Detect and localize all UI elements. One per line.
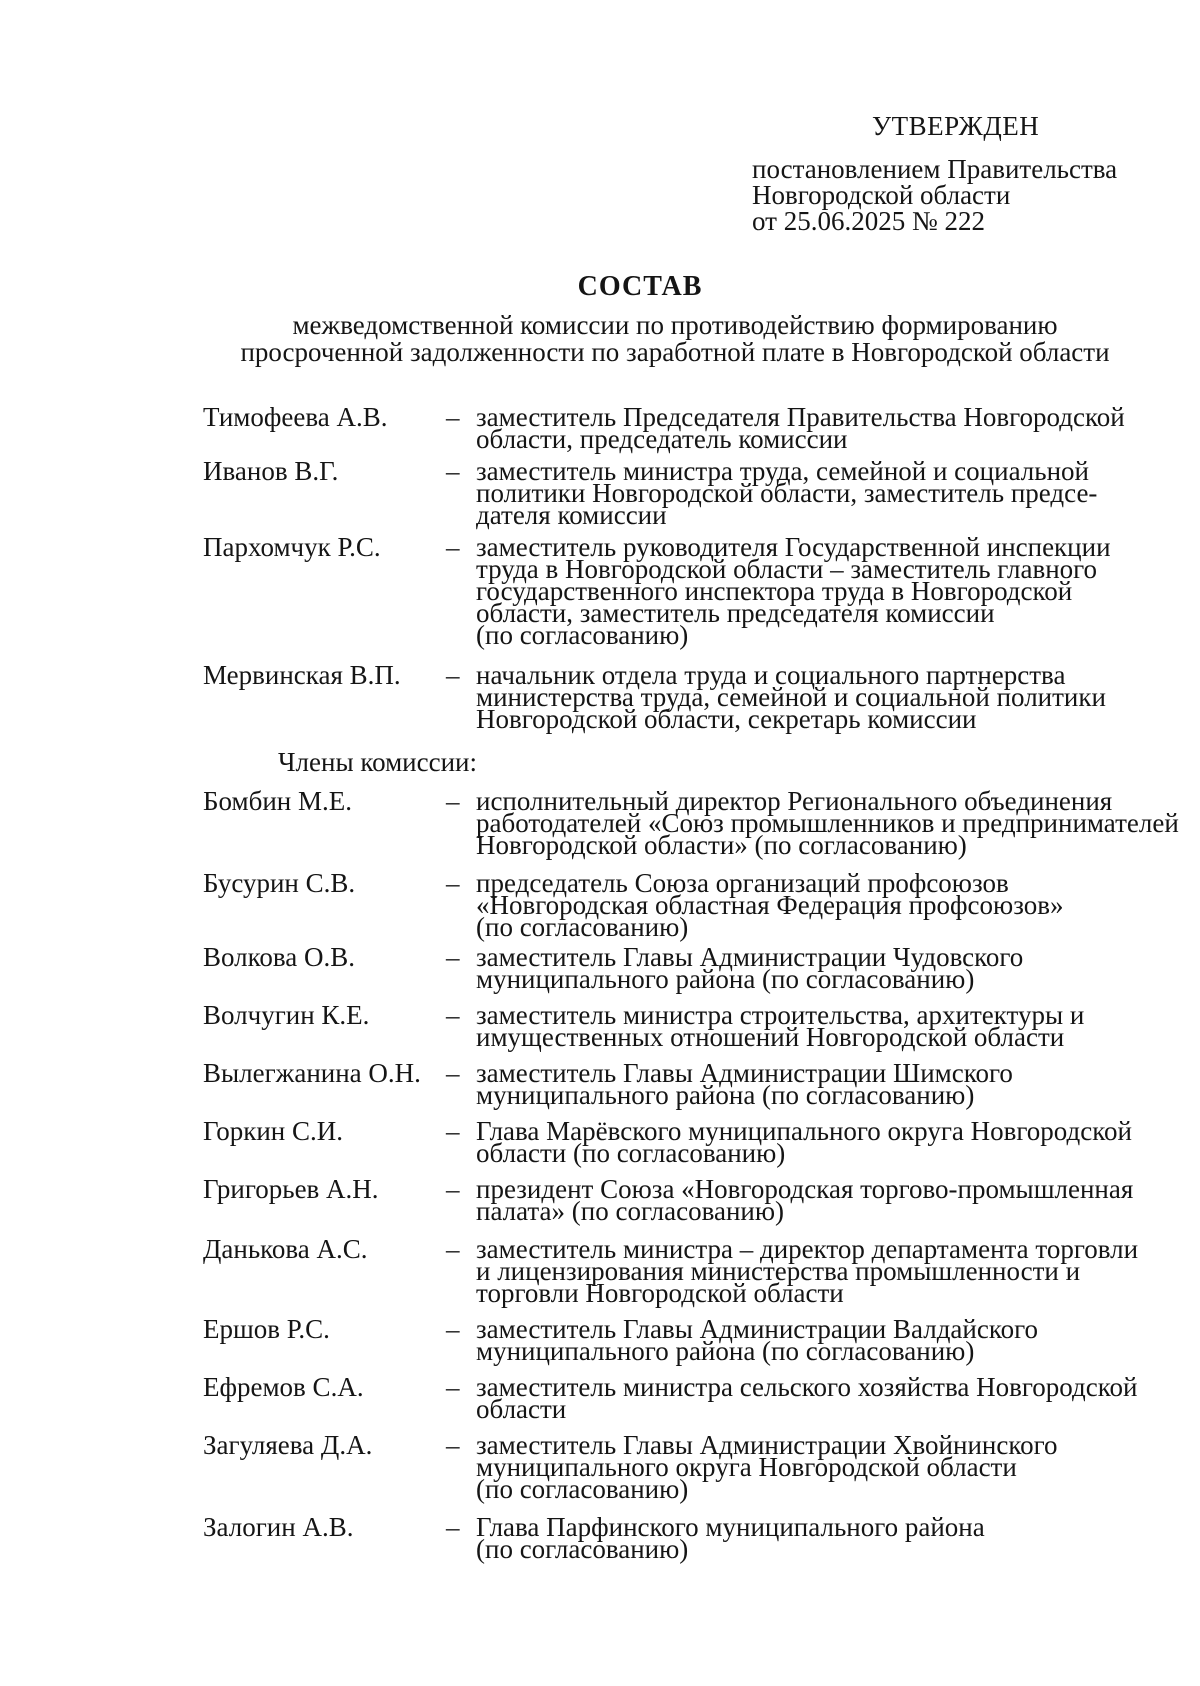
member-role-line: заместитель министра строительства, архитектуры и bbox=[476, 1000, 1085, 1030]
approval-line: постановлением Правительства bbox=[752, 154, 1118, 184]
member-role-line: (по согласованию) bbox=[476, 1474, 689, 1504]
member-name: Бомбин М.Е. bbox=[203, 786, 352, 816]
member-name: Григорьев А.Н. bbox=[203, 1174, 379, 1204]
member-role bbox=[476, 1000, 1176, 1052]
dash-separator: – bbox=[446, 660, 460, 690]
member-name: Бусурин С.В. bbox=[203, 868, 356, 898]
member-name: Ершов Р.С. bbox=[203, 1314, 330, 1344]
member-role-line: заместитель Главы Администрации Шимского bbox=[476, 1058, 1013, 1088]
member-role-line: Глава Марёвского муниципального округа Новгородской bbox=[476, 1116, 1132, 1146]
member-role-line: Новгородской области, секретарь комиссии bbox=[476, 704, 977, 734]
member-name: Данькова А.С. bbox=[203, 1234, 368, 1264]
members-heading: Члены комиссии: bbox=[278, 747, 477, 777]
member-role-line: заместитель Главы Администрации Чудовского bbox=[476, 942, 1024, 972]
dash-separator: – bbox=[446, 1372, 460, 1402]
member-role-line: заместитель Главы Администрации Хвойнинского bbox=[476, 1430, 1058, 1460]
member-name: Ефремов С.А. bbox=[203, 1372, 364, 1402]
member-role-line: (по согласованию) bbox=[476, 1534, 689, 1564]
dash-separator: – bbox=[446, 532, 460, 562]
member-role bbox=[476, 1058, 1176, 1110]
document-title: СОСТАВ bbox=[577, 271, 703, 302]
member-name: Вылегжанина О.Н. bbox=[203, 1058, 421, 1088]
member-role-line: заместитель Председателя Правительства Новгородской bbox=[476, 402, 1125, 432]
member-role bbox=[476, 1116, 1176, 1168]
dash-separator: – bbox=[446, 1512, 460, 1542]
subtitle-line: межведомственной комиссии по противодействию формированию bbox=[292, 310, 1058, 340]
dash-separator: – bbox=[446, 786, 460, 816]
member-role-line: (по согласованию) bbox=[476, 912, 689, 942]
member-role-line: муниципального района (по согласованию) bbox=[476, 1080, 975, 1110]
member-role-line: Глава Парфинского муниципального района bbox=[476, 1512, 985, 1542]
member-role-line: торговли Новгородской области bbox=[476, 1278, 844, 1308]
member-role bbox=[476, 532, 1176, 650]
member-role-line: области (по согласованию) bbox=[476, 1138, 786, 1168]
member-role-line: заместитель министра сельского хозяйства Новгородской bbox=[476, 1372, 1138, 1402]
approval-line: от 25.06.2025 № 222 bbox=[752, 206, 985, 236]
member-role-line: муниципального района (по согласованию) bbox=[476, 964, 975, 994]
member-role bbox=[476, 1372, 1176, 1424]
member-role bbox=[476, 1314, 1176, 1366]
approval-lines bbox=[752, 156, 1117, 234]
member-role-line: заместитель министра труда, семейной и социальной bbox=[476, 456, 1089, 486]
dash-separator: – bbox=[446, 1116, 460, 1146]
member-role-line: имущественных отношений Новгородской области bbox=[476, 1022, 1065, 1052]
member-name: Загуляева Д.А. bbox=[203, 1430, 373, 1460]
member-role-line: председатель Союза организаций профсоюзов bbox=[476, 868, 1009, 898]
member-role bbox=[476, 456, 1176, 530]
member-role bbox=[476, 660, 1176, 734]
member-role bbox=[476, 402, 1176, 454]
dash-separator: – bbox=[446, 456, 460, 486]
member-role-line: «Новгородская областная Федерация профсоюзов» bbox=[476, 890, 1064, 920]
dash-separator: – bbox=[446, 1174, 460, 1204]
member-role-line: министерства труда, семейной и социальной политики bbox=[476, 682, 1106, 712]
member-role bbox=[476, 868, 1176, 942]
member-role-line: исполнительный директор Регионального объединения bbox=[476, 786, 1113, 816]
document-subtitle bbox=[200, 312, 1150, 366]
member-role-line: государственного инспектора труда в Новгородской bbox=[476, 576, 1073, 606]
member-role-line: заместитель руководителя Государственной инспекции bbox=[476, 532, 1111, 562]
dash-separator: – bbox=[446, 1234, 460, 1264]
member-role bbox=[476, 1430, 1176, 1504]
member-role bbox=[476, 1174, 1176, 1226]
member-role-line: и лицензирования министерства промышленности и bbox=[476, 1256, 1081, 1286]
member-name: Волкова О.В. bbox=[203, 942, 356, 972]
member-role-line: муниципального района (по согласованию) bbox=[476, 1336, 975, 1366]
member-role-line: президент Союза «Новгородская торгово-промышленная bbox=[476, 1174, 1134, 1204]
member-role-line: области bbox=[476, 1394, 567, 1424]
member-role bbox=[476, 1234, 1176, 1308]
member-name: Пархомчук Р.С. bbox=[203, 532, 381, 562]
member-name: Мервинская В.П. bbox=[203, 660, 401, 690]
member-name: Горкин С.И. bbox=[203, 1116, 344, 1146]
member-name: Иванов В.Г. bbox=[203, 456, 339, 486]
member-role-line: заместитель министра – директор департамента торговли bbox=[476, 1234, 1139, 1264]
dash-separator: – bbox=[446, 1430, 460, 1460]
dash-separator: – bbox=[446, 1058, 460, 1088]
dash-separator: – bbox=[446, 402, 460, 432]
member-name: Тимофеева А.В. bbox=[203, 402, 388, 432]
member-role-line: (по согласованию) bbox=[476, 620, 689, 650]
member-role-line: работодателей «Союз промышленников и предпринимателей bbox=[476, 808, 1179, 838]
member-role-line: области, председатель комиссии bbox=[476, 424, 848, 454]
member-role bbox=[476, 786, 1179, 860]
member-role-line: труда в Новгородской области – заместитель главного bbox=[476, 554, 1098, 584]
member-role-line: муниципального округа Новгородской области bbox=[476, 1452, 1017, 1482]
approval-heading: УТВЕРЖДЕН bbox=[872, 111, 1040, 141]
member-role-line: Новгородской области» (по согласованию) bbox=[476, 830, 967, 860]
member-role-line: палата» (по согласованию) bbox=[476, 1196, 785, 1226]
member-role-line: заместитель Главы Администрации Валдайского bbox=[476, 1314, 1038, 1344]
subtitle-line: просроченной задолженности по заработной плате в Новгородской области bbox=[240, 337, 1110, 367]
dash-separator: – bbox=[446, 942, 460, 972]
member-role-line: начальник отдела труда и социального партнерства bbox=[476, 660, 1066, 690]
approval-line: Новгородской области bbox=[752, 180, 1011, 210]
member-role-line: политики Новгородской области, заместитель предсе- bbox=[476, 478, 1098, 508]
member-role bbox=[476, 1512, 1176, 1564]
member-role bbox=[476, 942, 1176, 994]
dash-separator: – bbox=[446, 1314, 460, 1344]
member-name: Волчугин К.Е. bbox=[203, 1000, 370, 1030]
member-name: Залогин А.В. bbox=[203, 1512, 354, 1542]
member-role-line: области, заместитель председателя комиссии bbox=[476, 598, 995, 628]
dash-separator: – bbox=[446, 868, 460, 898]
dash-separator: – bbox=[446, 1000, 460, 1030]
member-role-line: дателя комиссии bbox=[476, 500, 667, 530]
